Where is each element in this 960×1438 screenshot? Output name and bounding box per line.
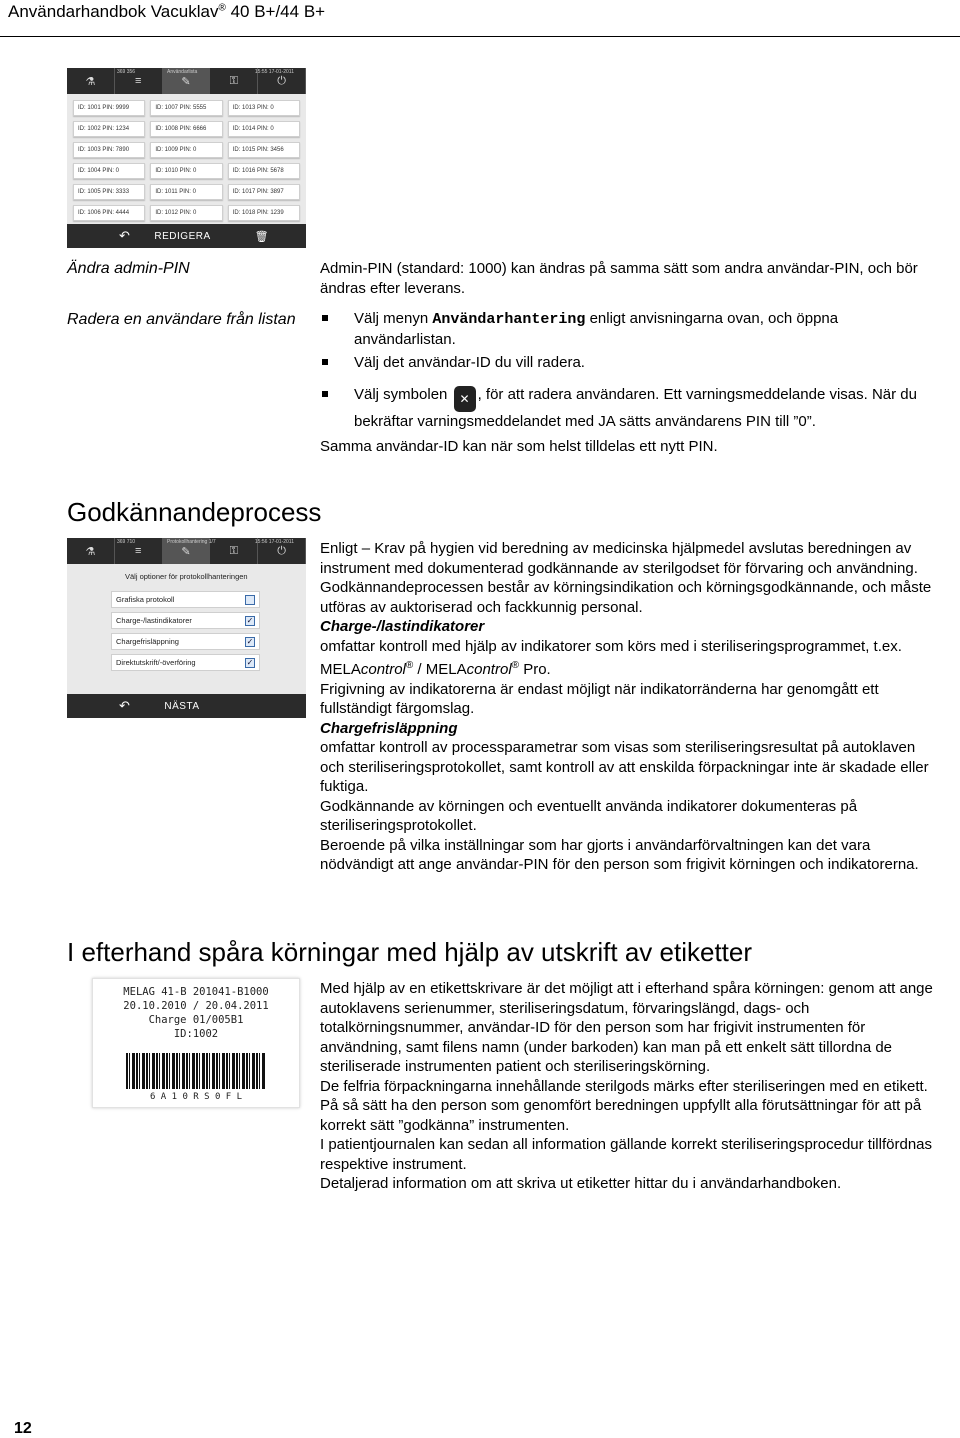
header-reg-mark: ® <box>218 2 226 14</box>
user-cell: ID: 1017 PIN: 3897 <box>228 184 300 200</box>
labels-title: I efterhand spåra körningar med hjälp av utskrift av etiketter <box>67 937 753 967</box>
step-1 <box>320 309 940 349</box>
user-cell: ID: 1006 PIN: 4444 <box>73 205 145 221</box>
screen-status-time: 15:55 17-01-2011 <box>254 69 294 75</box>
option-label: Chargefrisläppning <box>116 637 179 646</box>
approval-p5: omfattar kontroll av processparametrar som visas som steriliseringsresultat på autoklaven och steriliseringsprotokollet, samt kontroll av att enskilda förpackningar inte är skadade eller fuktiga. <box>320 739 929 795</box>
user-cell: ID: 1004 PIN: 0 <box>73 163 145 179</box>
protocol-topbar <box>67 538 306 564</box>
label-line-4: ID:1002 <box>173 1028 219 1040</box>
option-row <box>111 612 260 629</box>
option-row <box>111 591 260 608</box>
user-cell: ID: 1016 PIN: 5678 <box>228 163 300 179</box>
screen-status-title: Användarlista <box>167 69 198 75</box>
header-title: Användarhandbok Vacuklav <box>8 2 219 21</box>
option-label: Charge-/lastindikatorer <box>116 616 192 625</box>
step-3 <box>320 385 940 432</box>
back-arrow-icon: ↶ <box>119 228 131 243</box>
p3-control-1: control <box>360 661 406 678</box>
menu-name: Användarhantering <box>432 311 586 328</box>
approval-p2: Godkännandeprocessen består av körningsindikation och körningsgodkännande, och måste utföras av auktoriserad och fackkunnig personal. <box>320 579 932 616</box>
option-checkbox <box>245 595 255 605</box>
user-cell: ID: 1002 PIN: 1234 <box>73 121 145 137</box>
approval-title: Godkännandeprocess <box>67 497 322 527</box>
user-cell: ID: 1003 PIN: 7890 <box>73 142 145 158</box>
barcode-text: 6 A 1 0 R S 0 F L <box>149 1092 243 1102</box>
screen-status-left: 369 356 <box>117 69 136 75</box>
option-checkbox: ✓ <box>246 658 254 667</box>
label-line-3: Charge 01/005B1 <box>148 1014 244 1026</box>
option-list <box>67 591 306 671</box>
step-2 <box>320 353 940 373</box>
admin-pin-text: Admin-PIN (standard: 1000) kan ändras på samma sätt som andra användar-PIN, och bör ändras efter leverans. <box>320 260 918 297</box>
protocol-status-title: Protokollhantering 1/7 <box>167 539 216 545</box>
approval-p1: Enligt – Krav på hygien vid beredning av medicinska hjälpmedel avslutas beredningen av instrument med dokumenterad godkännande av sterilgodset för förvaring och användning. <box>320 540 918 577</box>
delete-note: Samma användar-ID kan när som helst tilldelas ett nytt PIN. <box>320 438 718 455</box>
step-1-post: enligt anvisningarna ovan, och öppna användarlistan. <box>354 310 839 348</box>
barcode <box>126 1053 266 1089</box>
approval-text <box>320 539 940 875</box>
labels-text <box>320 979 945 1194</box>
document-header <box>8 2 325 22</box>
option-label: Direktutskrift/-överföring <box>116 658 196 667</box>
labels-p3: I patientjournalen kan sedan all information gällande korrekt steriliseringsprocedur tillfördnas respektive instrument. <box>320 1136 933 1173</box>
protocol-prompt: Välj optioner för protokollhanteringen <box>125 572 248 581</box>
tab-wrench-icon: ✎ <box>163 68 211 94</box>
step-3-post: , för att radera användaren. Ett varningsmeddelande visas. När du bekräftar varningsmeddelandet med JA sätts användarens PIN till ”0”. <box>354 385 917 430</box>
labels-p4: Detaljerad information om att skriva ut etiketter hittar du i användarhandboken. <box>320 1175 842 1192</box>
step-2-text: Välj det användar-ID du vill radera. <box>354 354 585 371</box>
label-line-2: 20.10.2010 / 20.04.2011 <box>123 1000 269 1012</box>
back-arrow-icon: ↶ <box>119 698 131 713</box>
option-checkbox: ✓ <box>246 637 254 646</box>
user-cell: ID: 1014 PIN: 0 <box>228 121 300 137</box>
header-model: 40 B+/44 B+ <box>230 2 326 21</box>
approval-p4: Frigivning av indikatorerna är endast möjligt när indikatorränderna har genomgått ett fullständigt färgomslag. <box>320 680 879 717</box>
approval-p7: Beroende på vilka inställningar som har gjorts i användarförvaltningen kan det vara nödvändigt att ange användar-PIN för den person som frigivit körningen och indikatorerna. <box>320 836 919 873</box>
release-heading: Chargefrisläppning <box>320 719 458 737</box>
option-checkbox: ✓ <box>246 616 254 625</box>
tab-list-icon: ≡ <box>115 68 163 94</box>
screen-topbar <box>67 68 306 94</box>
approval-p3 <box>320 637 940 680</box>
p3-reg-2: ® <box>511 660 520 671</box>
tab-program-icon: ⚗ <box>67 68 115 94</box>
step-3-pre: Välj symbolen <box>354 385 448 403</box>
labels-p1: Med hjälp av en etikettskrivare är det möjligt att i efterhand spåra körningen: genom att ange autoklavens serienummer, steriliseringsdatum, förvaringslängd, dags- och totalkörningsnummer, användar-ID för den person som har frigivit instrumenten för användning, samt filens namn (under barkoden) kan man på ett enkelt sätt tillordna de steriliserade instrumenten patient och steriliseringskörning. <box>320 980 933 1075</box>
tab-lock-icon: ⚿ <box>210 538 258 564</box>
label-line-1: MELAG 41-B 201041-B1000 <box>123 986 269 998</box>
p3-pre: omfattar kontroll med hjälp av indikatorer som körs med i steriliseringsprogrammet, t.ex. MELA <box>320 637 902 678</box>
step-1-pre: Välj menyn <box>354 310 433 327</box>
protocol-status-time: 15:56 17-01-2011 <box>254 539 294 545</box>
page-number: 12 <box>14 1420 32 1437</box>
protocol-status-left: 369 710 <box>117 539 136 545</box>
tab-power-icon: ⏻ <box>258 68 306 94</box>
tab-power-icon: ⏻ <box>258 538 306 564</box>
redigera-button: REDIGERA <box>154 230 211 242</box>
protocol-bottombar <box>67 694 306 718</box>
label-text-block <box>93 985 299 1041</box>
p3-control-2: control <box>466 661 512 678</box>
label-example <box>92 978 300 1108</box>
user-cell: ID: 1001 PIN: 9999 <box>73 100 145 116</box>
charge-heading: Charge-/lastindikatorer <box>320 618 485 635</box>
trash-icon: 🗑 <box>254 230 270 243</box>
user-cell: ID: 1013 PIN: 0 <box>228 100 300 116</box>
approval-p6: Godkännande av körningen och eventuellt använda indikatorer dokumenteras på steriliseringsprotokollet. <box>320 797 858 834</box>
p3-end: Pro. <box>519 661 551 678</box>
screen-bottombar <box>67 224 306 248</box>
tab-lock-icon: ⚿ <box>210 68 258 94</box>
delete-trash-icon: ✕ <box>454 386 476 412</box>
user-cell: ID: 1009 PIN: 0 <box>150 142 222 158</box>
user-list-screenshot <box>67 68 306 248</box>
tab-program-icon: ⚗ <box>67 538 115 564</box>
user-grid <box>67 94 306 221</box>
user-cell: ID: 1018 PIN: 1239 <box>228 205 300 221</box>
tab-list-icon: ≡ <box>115 538 163 564</box>
p3-reg-1: ® <box>405 660 414 671</box>
labels-p2: De felfria förpackningarna innehållande sterilgods märks efter steriliseringen med en etikett. På så sätt ha den person som genomfört beredningen uppfyllt alla förutsättningar för att på korrekt sätt ”godkänna” instrumenten. <box>320 1077 928 1134</box>
option-label: Grafiska protokoll <box>116 595 175 604</box>
user-cell: ID: 1015 PIN: 3456 <box>228 142 300 158</box>
option-row <box>111 654 260 671</box>
delete-user-steps <box>320 309 940 457</box>
protocol-screenshot <box>67 538 306 718</box>
user-cell: ID: 1007 PIN: 5555 <box>150 100 222 116</box>
user-cell: ID: 1008 PIN: 6666 <box>150 121 222 137</box>
user-cell: ID: 1011 PIN: 0 <box>150 184 222 200</box>
tab-wrench-icon: ✎ <box>163 538 211 564</box>
option-row <box>111 633 260 650</box>
user-cell: ID: 1005 PIN: 3333 <box>73 184 145 200</box>
p3-mid: / MELA <box>413 661 467 678</box>
admin-pin-heading: Ändra admin-PIN <box>67 260 190 277</box>
user-cell: ID: 1010 PIN: 0 <box>150 163 222 179</box>
nasta-button: NÄSTA <box>164 700 200 712</box>
delete-user-heading: Radera en användare från listan <box>67 311 296 328</box>
header-rule <box>0 36 960 37</box>
user-cell: ID: 1012 PIN: 0 <box>150 205 222 221</box>
